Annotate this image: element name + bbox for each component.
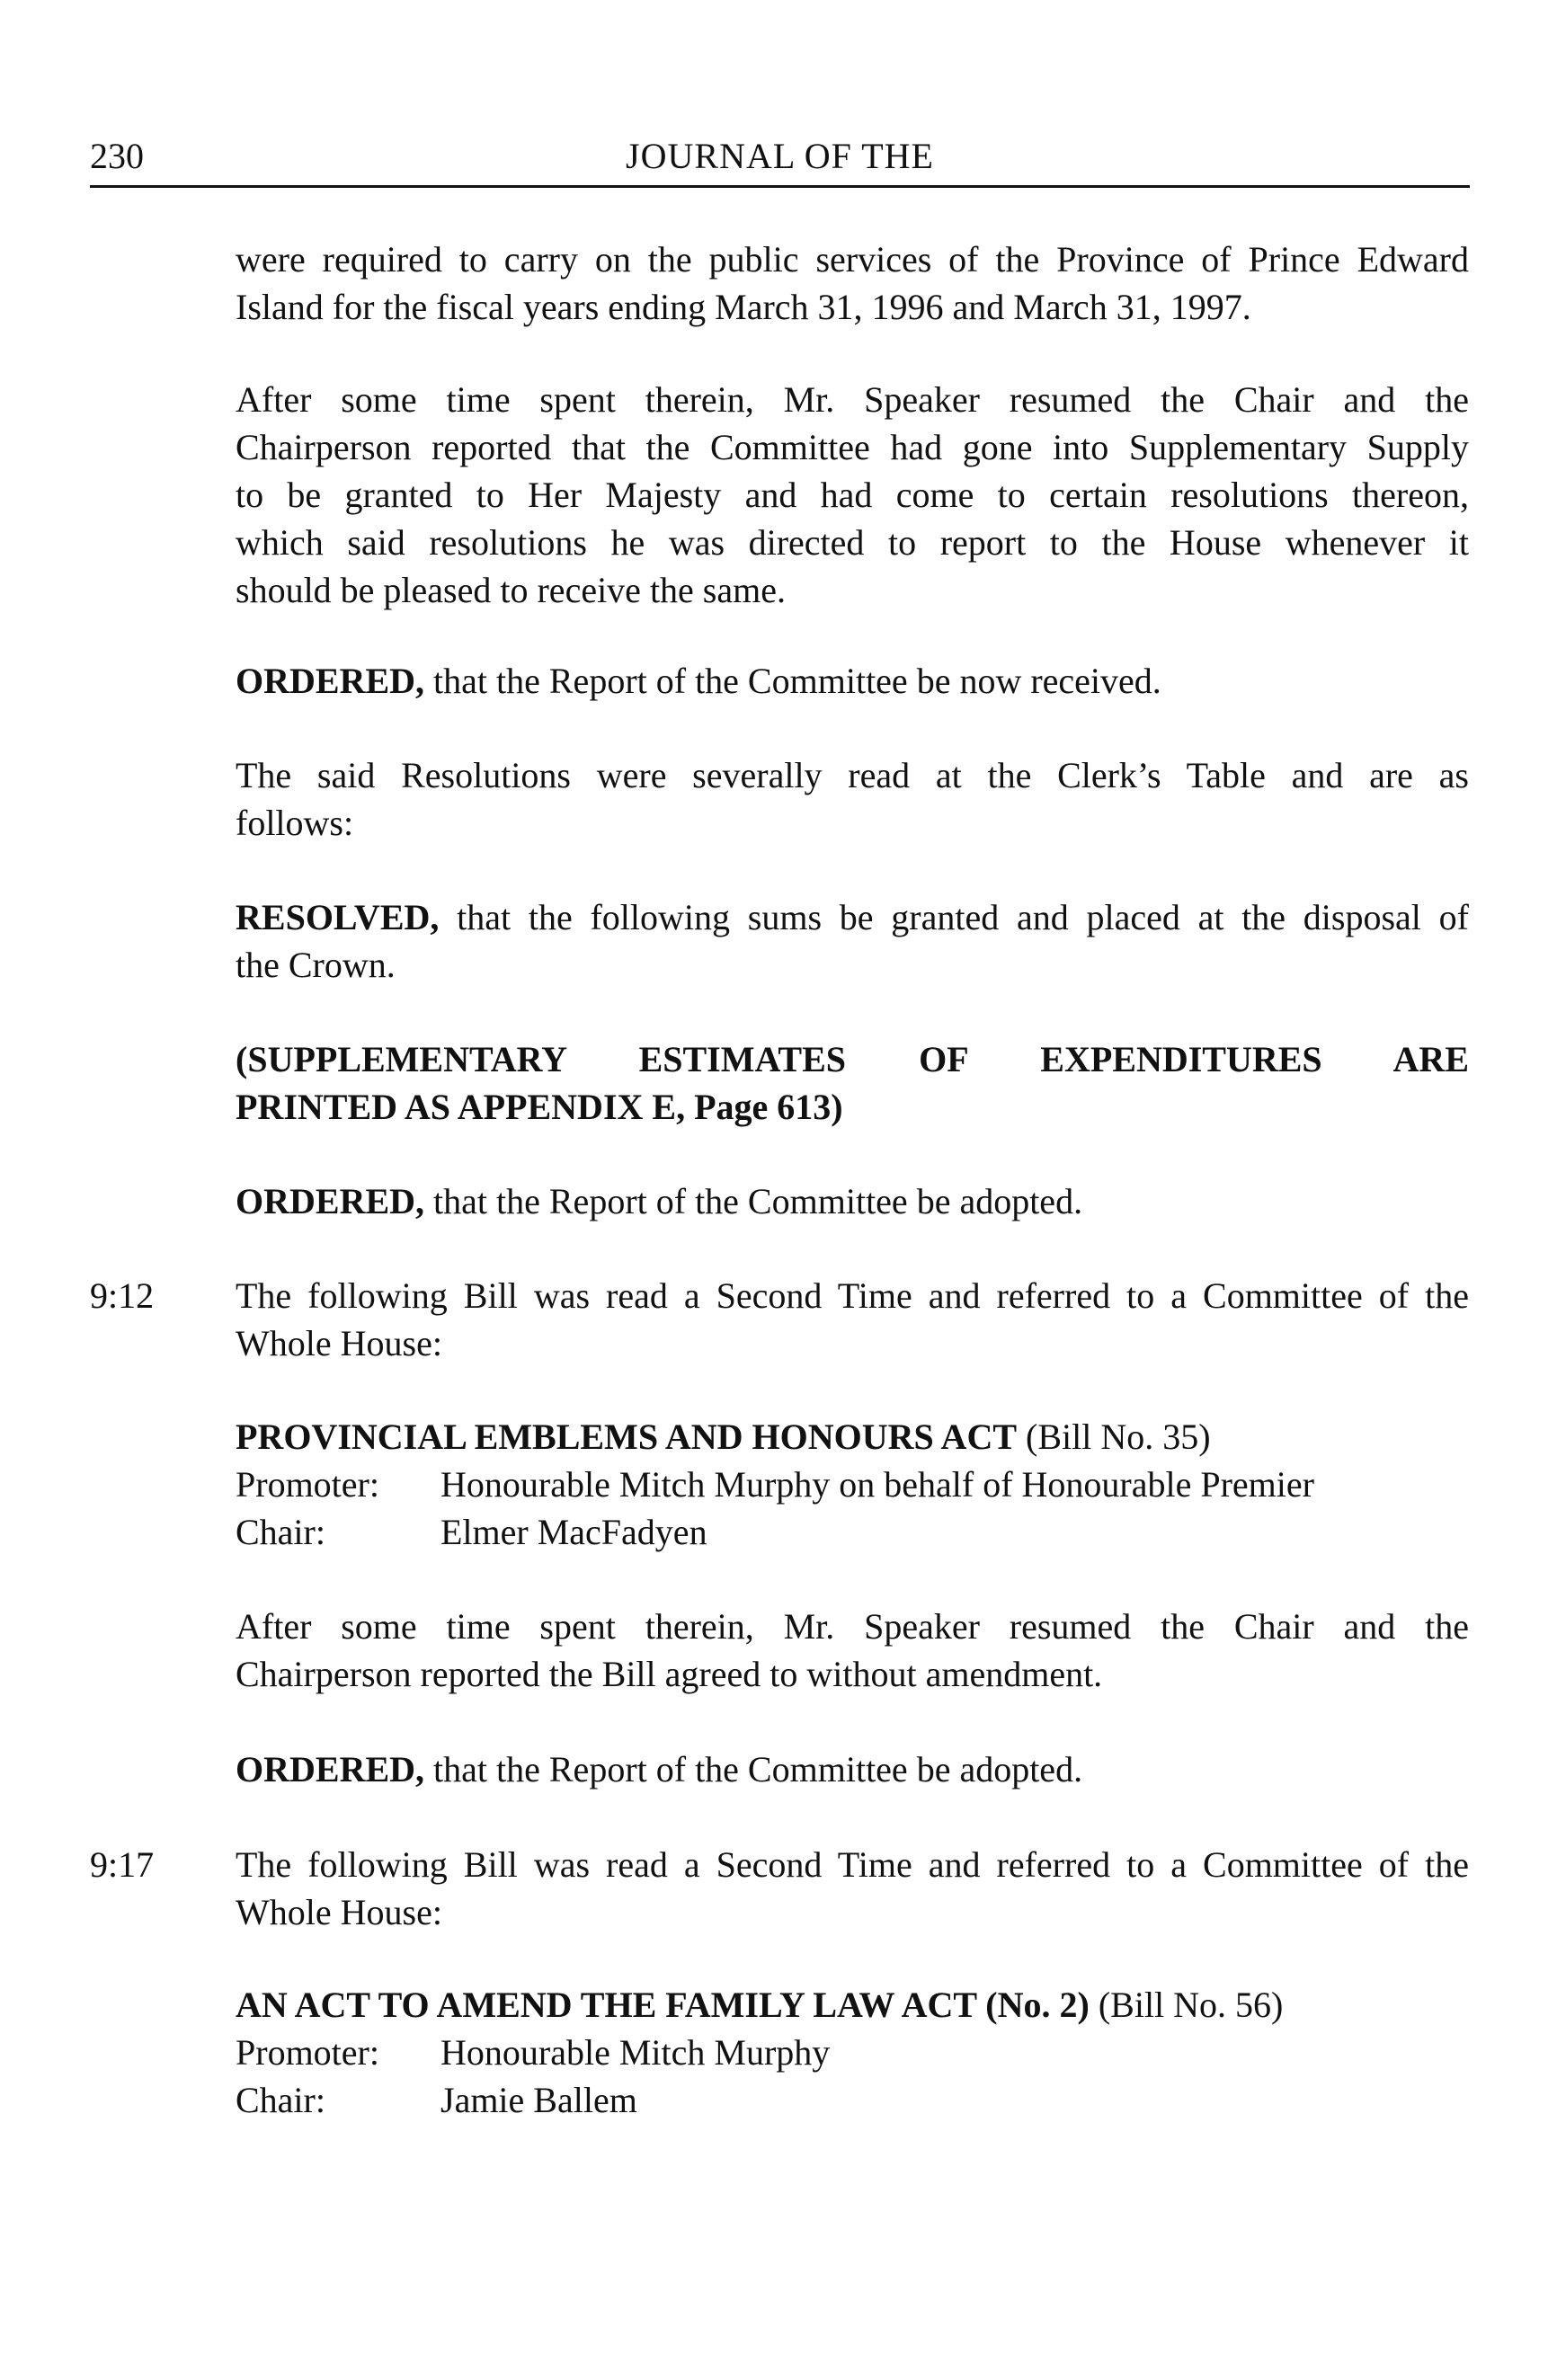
entry-time: 9:12 (90, 1275, 155, 1316)
entry-time: 9:17 (90, 1844, 155, 1885)
paragraph-resolutions-read: The said Resolutions were severally read at the Clerk’s Table and are as follows: (236, 755, 1469, 843)
ordered-adopted: ORDERED, that the Report of the Committee be adopted. (236, 1749, 1083, 1789)
promoter-row: Promoter: Honourable Mitch Murphy on behalf of Honourable Premier (236, 1464, 1314, 1505)
resolved-label: RESOLVED, (236, 897, 440, 937)
ordered-label: ORDERED, (236, 1181, 425, 1221)
bill-title: AN ACT TO AMEND THE FAMILY LAW ACT (No. 2) (236, 1985, 1090, 2025)
page-number: 230 (90, 136, 144, 176)
second-reading-paragraph: The following Bill was read a Second Time and referred to a Committee of the Whole House: (236, 1844, 1469, 1932)
ordered-label: ORDERED, (236, 661, 425, 701)
bill-block (236, 1981, 1469, 2124)
chair-row: Chair: Elmer MacFadyen (236, 1512, 707, 1552)
paragraph-fiscal-years: were required to carry on the public services of the Province of Prince Edward Island for the fiscal years ending March 31, 1996 and March 31, 1997. (236, 239, 1469, 327)
paragraph-committee-report: After some time spent therein, Mr. Speaker resumed the Chair and the Chairperson reported that the Committee had gone into Supplementary Supply to be granted to Her Majesty and had come to certain resolutions thereon, which said resolutions he was directed to report to the House whenever it should be pleased to receive the same. (236, 379, 1469, 610)
chair-row: Chair: Jamie Ballem (236, 2080, 637, 2120)
ordered-label: ORDERED, (236, 1749, 425, 1789)
committee-report-paragraph: After some time spent therein, Mr. Speaker resumed the Chair and the Chairperson reported the Bill agreed to without amendment. (236, 1606, 1469, 1694)
ordered-received: ORDERED, that the Report of the Committee be now received. (236, 661, 1161, 701)
bill-number: (Bill No. 35) (1017, 1416, 1211, 1457)
supplementary-estimates-note: (SUPPLEMENTARY ESTIMATES OF EXPENDITURES ARE PRINTED AS APPENDIX E, Page 613) (236, 1039, 1469, 1127)
promoter-row: Promoter: Honourable Mitch Murphy (236, 2032, 831, 2073)
resolved-paragraph: RESOLVED, that the following sums be granted and placed at the disposal of the Crown. (236, 897, 1469, 985)
page-header (90, 135, 1470, 188)
second-reading-paragraph: The following Bill was read a Second Time and referred to a Committee of the Whole House: (236, 1275, 1469, 1363)
bill-title: PROVINCIAL EMBLEMS AND HONOURS ACT (236, 1416, 1018, 1457)
bill-number: (Bill No. 56) (1089, 1985, 1284, 2025)
bill-block (236, 1413, 1469, 1556)
running-head: JOURNAL OF THE (626, 136, 934, 176)
ordered-adopted: ORDERED, that the Report of the Committee be adopted. (236, 1181, 1083, 1221)
